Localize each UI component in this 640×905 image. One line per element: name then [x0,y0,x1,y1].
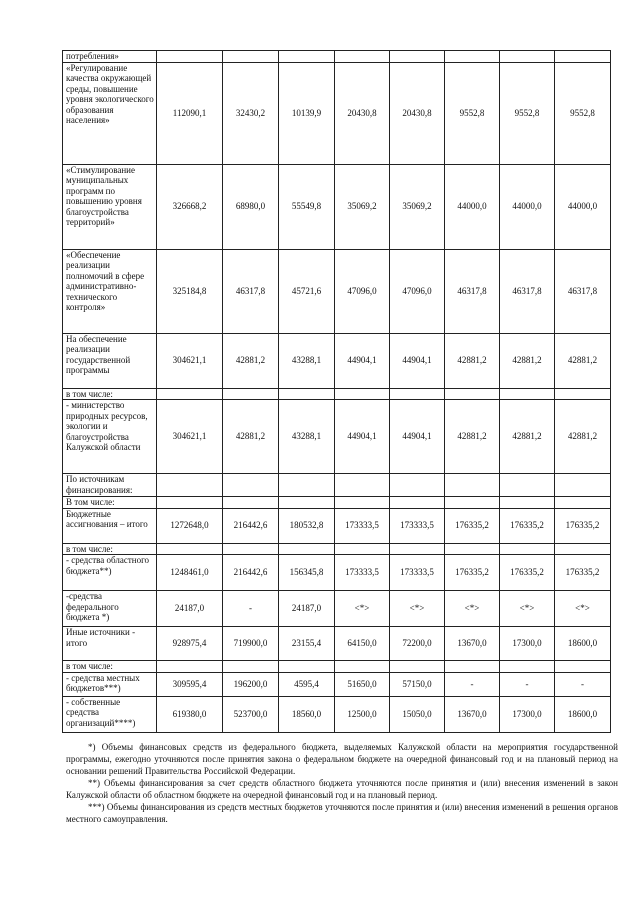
table-cell [223,497,279,509]
table-cell: 173333,5 [390,555,445,591]
table-cell [335,543,390,555]
table-cell: 196200,0 [223,672,279,696]
table-cell: 35069,2 [335,164,390,249]
table-cell: 523700,0 [223,696,279,732]
table-cell: 10139,9 [279,62,335,164]
table-row [63,400,611,474]
table-cell: 35069,2 [390,164,445,249]
table-cell: 176335,2 [555,555,611,591]
table-cell [555,388,611,400]
table-cell: 47096,0 [335,249,390,333]
table-cell [157,497,223,509]
row-label: в том числе: [63,543,157,555]
table-cell: 44000,0 [500,164,555,249]
table-cell: <*> [445,591,500,627]
table-cell: 46317,8 [445,249,500,333]
row-label: «Обеспечение реализации полномочий в сфере административно-технического контроля» [63,249,157,333]
table-cell: 13670,0 [445,627,500,661]
table-cell [500,543,555,555]
table-cell [445,543,500,555]
table-cell [223,51,279,63]
table-cell: 12500,0 [335,696,390,732]
table-row [63,497,611,509]
table-cell: 46317,8 [555,249,611,333]
table-cell [223,543,279,555]
table-cell: 42881,2 [445,333,500,388]
table-cell [555,661,611,673]
table-cell: 309595,4 [157,672,223,696]
table-cell: 17300,0 [500,627,555,661]
table-cell [445,51,500,63]
row-label: потребления» [63,51,157,63]
table-cell [555,543,611,555]
row-label: «Регулирование качества окружающей среды, повышение уровня экологического образования населения» [63,62,157,164]
table-cell: 112090,1 [157,62,223,164]
table-cell: 1272648,0 [157,508,223,543]
table-cell: <*> [500,591,555,627]
row-label: - министерство природных ресурсов, экологии и благоустройства Калужской области [63,400,157,474]
table-cell: 18600,0 [555,627,611,661]
row-label: в том числе: [63,388,157,400]
table-cell: 719900,0 [223,627,279,661]
table-cell [279,497,335,509]
table-cell: 51650,0 [335,672,390,696]
table-cell: 13670,0 [445,696,500,732]
table-cell: 176335,2 [445,555,500,591]
table-cell: - [500,672,555,696]
table-row [63,696,611,732]
table-row [63,333,611,388]
table-row [63,164,611,249]
table-cell: 176335,2 [445,508,500,543]
row-label: Иные источники - итого [63,627,157,661]
table-cell: <*> [335,591,390,627]
table-cell: 156345,8 [279,555,335,591]
table-cell: 44000,0 [445,164,500,249]
table-cell [335,497,390,509]
table-cell [445,474,500,497]
table-cell: 44904,1 [390,400,445,474]
table-cell: 42881,2 [223,400,279,474]
table-row [63,661,611,673]
table-cell [390,543,445,555]
footnote-municipal: ***) Объемы финансирования из средств местных бюджетов уточняются после принятия и (или) внесения изменений в решения органов местного самоуправления. [66,802,618,824]
table-cell [157,543,223,555]
table-cell: 17300,0 [500,696,555,732]
table-cell: 47096,0 [390,249,445,333]
financing-table-body [63,51,611,733]
row-label: - средства областного бюджета**) [63,555,157,591]
row-label: «Стимулирование муниципальных программ по повышению уровня благоустройства территорий» [63,164,157,249]
table-cell: 9552,8 [500,62,555,164]
table-cell: 180532,8 [279,508,335,543]
table-cell [390,51,445,63]
table-cell [279,51,335,63]
table-cell: 42881,2 [500,333,555,388]
table-cell: 173333,5 [335,508,390,543]
table-cell [279,661,335,673]
row-label: - средства местных бюджетов***) [63,672,157,696]
footnote-regional: **) Объемы финансирования за счет средств областного бюджета уточняются после принятия и (или) внесения изменений в закон Калужской области об областном бюджете на очередной финансовый год и на плановый период. [66,778,618,800]
table-cell [390,474,445,497]
table-row [63,543,611,555]
table-row [63,672,611,696]
table-cell [157,388,223,400]
table-cell [445,497,500,509]
table-cell: <*> [390,591,445,627]
table-cell [555,51,611,63]
table-cell: 42881,2 [555,333,611,388]
table-cell: 44904,1 [390,333,445,388]
table-cell: 4595,4 [279,672,335,696]
table-cell: 57150,0 [390,672,445,696]
row-label: - собственные средства организаций****) [63,696,157,732]
table-cell: 24187,0 [279,591,335,627]
table-cell: 42881,2 [500,400,555,474]
table-cell [335,661,390,673]
table-cell [279,474,335,497]
table-cell [279,388,335,400]
table-cell: 304621,1 [157,333,223,388]
table-cell: 18560,0 [279,696,335,732]
table-cell [445,388,500,400]
table-cell: 32430,2 [223,62,279,164]
financing-table-container [62,50,610,733]
table-cell [390,497,445,509]
table-cell: 23155,4 [279,627,335,661]
table-cell: 44904,1 [335,333,390,388]
table-cell: 173333,5 [390,508,445,543]
table-cell: 45721,6 [279,249,335,333]
table-cell: 326668,2 [157,164,223,249]
table-cell [500,51,555,63]
table-cell [390,388,445,400]
table-cell: 176335,2 [500,555,555,591]
table-cell: 20430,8 [390,62,445,164]
table-cell: <*> [555,591,611,627]
table-cell [223,388,279,400]
table-row [63,555,611,591]
table-cell [500,388,555,400]
row-label: На обеспечение реализации государственной программы [63,333,157,388]
footnotes [66,741,618,825]
table-row [63,508,611,543]
footnote-federal: *) Объемы финансовых средств из федерального бюджета, выделяемых Калужской области на мероприятия государственной программы, ежегодно уточняются после принятия закона о федеральном бюджете на очередной финансовый год и на плановый период на основании решений Правительства Российской Федерации. [66,742,618,776]
table-cell [500,661,555,673]
table-cell [390,661,445,673]
table-row [63,474,611,497]
table-cell: 173333,5 [335,555,390,591]
table-cell [335,51,390,63]
financing-table [62,50,611,733]
table-cell [157,51,223,63]
table-cell: 43288,1 [279,333,335,388]
table-cell [555,497,611,509]
table-cell: 42881,2 [445,400,500,474]
table-cell: 9552,8 [445,62,500,164]
table-cell: - [555,672,611,696]
table-cell: 176335,2 [500,508,555,543]
table-cell: 325184,8 [157,249,223,333]
table-cell: 46317,8 [500,249,555,333]
table-cell: 64150,0 [335,627,390,661]
table-cell: 619380,0 [157,696,223,732]
table-cell [157,474,223,497]
row-label: -средства федерального бюджета *) [63,591,157,627]
table-cell [279,543,335,555]
table-cell: 46317,8 [223,249,279,333]
table-cell [223,474,279,497]
table-cell [335,388,390,400]
table-cell: 216442,6 [223,555,279,591]
table-cell: 24187,0 [157,591,223,627]
table-cell: 44904,1 [335,400,390,474]
table-row [63,249,611,333]
table-cell: 9552,8 [555,62,611,164]
table-cell: 176335,2 [555,508,611,543]
table-cell [335,474,390,497]
table-cell [445,661,500,673]
table-row [63,591,611,627]
table-cell [157,661,223,673]
table-cell: 15050,0 [390,696,445,732]
table-cell: 42881,2 [223,333,279,388]
table-cell: 18600,0 [555,696,611,732]
table-row [63,627,611,661]
table-cell: 55549,8 [279,164,335,249]
table-cell: 928975,4 [157,627,223,661]
table-cell [500,497,555,509]
table-cell: - [445,672,500,696]
table-cell [555,474,611,497]
table-cell: - [223,591,279,627]
table-cell: 42881,2 [555,400,611,474]
table-cell: 68980,0 [223,164,279,249]
table-row [63,51,611,63]
table-cell: 304621,1 [157,400,223,474]
table-cell: 44000,0 [555,164,611,249]
table-cell: 20430,8 [335,62,390,164]
table-cell: 72200,0 [390,627,445,661]
row-label: В том числе: [63,497,157,509]
table-cell [223,661,279,673]
table-cell: 43288,1 [279,400,335,474]
table-row [63,62,611,164]
table-cell [500,474,555,497]
row-label: в том числе: [63,661,157,673]
table-cell: 216442,6 [223,508,279,543]
table-row [63,388,611,400]
row-label: Бюджетные ассигнования – итого [63,508,157,543]
row-label: По источникам финансирования: [63,474,157,497]
table-cell: 1248461,0 [157,555,223,591]
